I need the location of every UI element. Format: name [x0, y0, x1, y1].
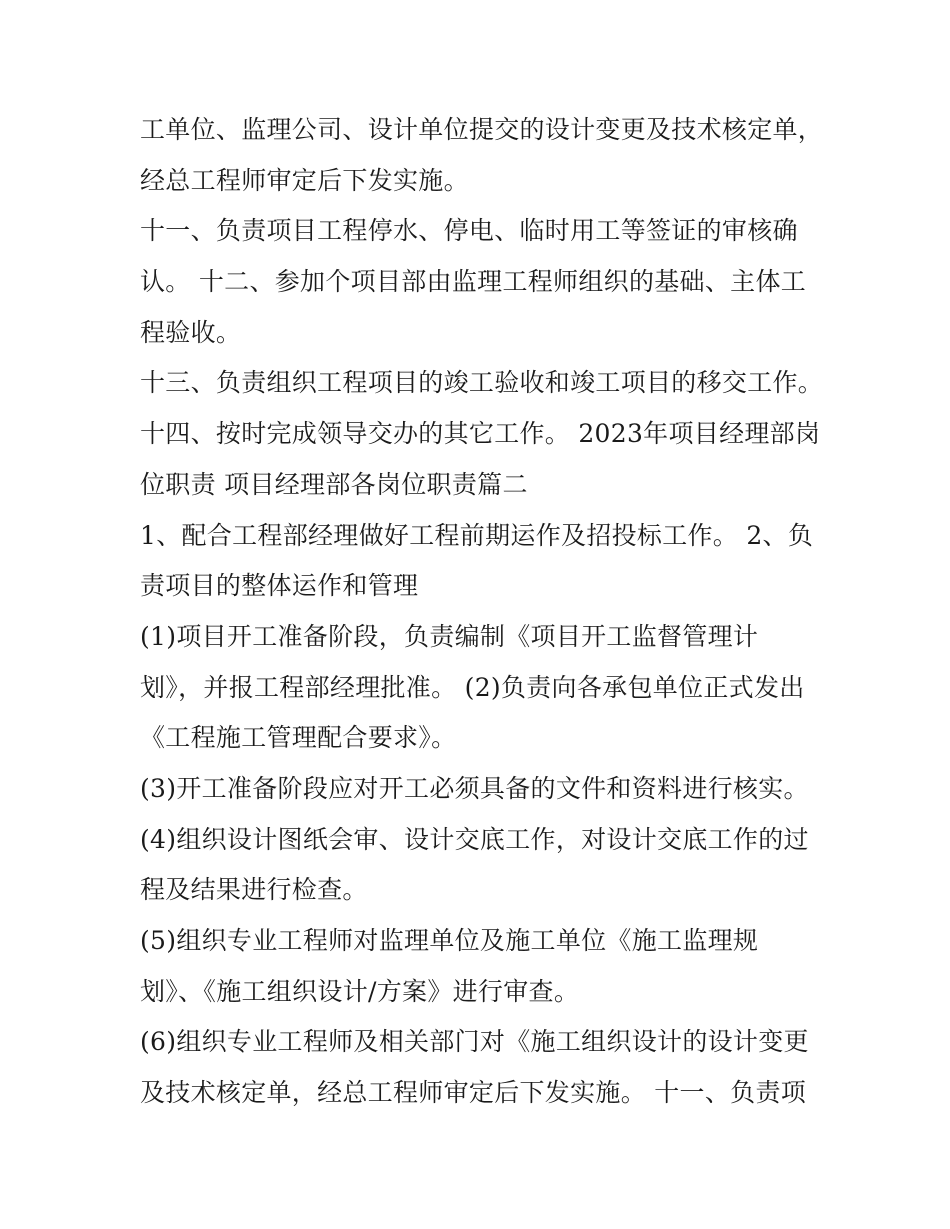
text-line: (1)项目开工准备阶段，负责编制《项目开工监督管理计: [140, 621, 759, 651]
text-line: 十三、负责组织工程项目的竣工验收和竣工项目的移交工作。: [140, 368, 824, 398]
text-line: 程验收。: [140, 317, 242, 347]
text-line: 责项目的整体运作和管理: [140, 571, 419, 601]
text-line: 十四、按时完成领导交办的其它工作。 2023年项目经理部岗: [140, 419, 821, 449]
text-line: 位职责 项目经理部各岗位职责篇二: [140, 469, 528, 499]
text-line: (3)开工准备阶段应对开工必须具备的文件和资料进行核实。: [140, 773, 809, 803]
text-line: 程及结果进行检查。: [140, 875, 368, 905]
document-body: [140, 105, 824, 1119]
text-line: 十一、负责项目工程停水、停电、临时用工等签证的审核确: [140, 216, 798, 246]
text-line: 划》、《施工组织设计/方案》进行审查。: [140, 976, 580, 1006]
text-line: 经总工程师审定后下发实施。: [140, 165, 469, 195]
text-line: (6)组织专业工程师及相关部门对《施工组织设计的设计变更: [140, 1027, 809, 1057]
text-line: 1、配合工程部经理做好工程前期运作及招投标工作。 2、负: [140, 520, 814, 550]
text-line: 划》，并报工程部经理批准。 (2)负责向各承包单位正式发出: [140, 672, 805, 702]
text-line: 认。 十二、参加个项目部由监理工程师组织的基础、主体工: [140, 267, 807, 297]
text-line: 工单位、监理公司、设计单位提交的设计变更及技术核定单，: [140, 115, 824, 144]
text-line: (5)组织专业工程师对监理单位及施工单位《施工监理规: [140, 926, 759, 955]
text-line: (4)组织设计图纸会审、设计交底工作，对设计交底工作的过: [140, 824, 809, 854]
text-line: 《工程施工管理配合要求》。: [140, 723, 457, 753]
text-line: 及技术核定单，经总工程师审定后下发实施。 十一、负责项: [140, 1078, 807, 1108]
